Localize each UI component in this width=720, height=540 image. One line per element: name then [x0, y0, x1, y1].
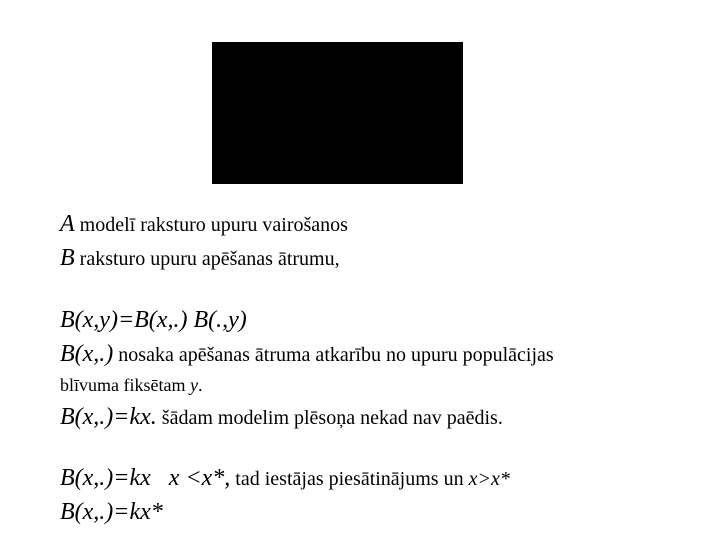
var-y: y [189, 375, 198, 395]
formula-saturated: B(x,.)=kx* [60, 499, 163, 525]
symbol-b: B [60, 245, 75, 271]
formula-saturation: B(x,.)=kx x <x*, [60, 465, 231, 491]
var-x-gt-xstar: x>x* [468, 468, 510, 490]
line-linear-model [60, 405, 503, 429]
symbol-a: A [60, 211, 75, 237]
line-saturation [60, 466, 510, 490]
text-b: raksturo upuru apēšanas ātrumu, [74, 248, 340, 270]
text-linear: šādam modelim plēsoņa nekad nav paēdis. [156, 407, 503, 429]
formula-b-decomposition: B(x,y)=B(x,.) B(.,y) [60, 307, 247, 333]
black-image-placeholder [212, 42, 463, 184]
line-bx-description [60, 342, 554, 366]
line-bx-continuation [60, 376, 202, 395]
formula-linear: B(x,.)=kx. [60, 404, 157, 430]
text-saturation: tad iestājas piesātinājums un [230, 468, 469, 490]
text-a: modelī raksturo upuru vairošanos [74, 214, 348, 236]
formula-bx: B(x,.) [60, 341, 114, 367]
line-saturated-value [60, 500, 163, 524]
period: . [197, 375, 203, 395]
line-a-description [60, 212, 348, 236]
text-blivuma: blīvuma fiksētam [60, 375, 190, 395]
text-bx: nosaka apēšanas ātruma atkarību no upuru populācijas [113, 344, 554, 366]
line-b-decomposition [60, 308, 247, 332]
line-b-description [60, 246, 340, 270]
